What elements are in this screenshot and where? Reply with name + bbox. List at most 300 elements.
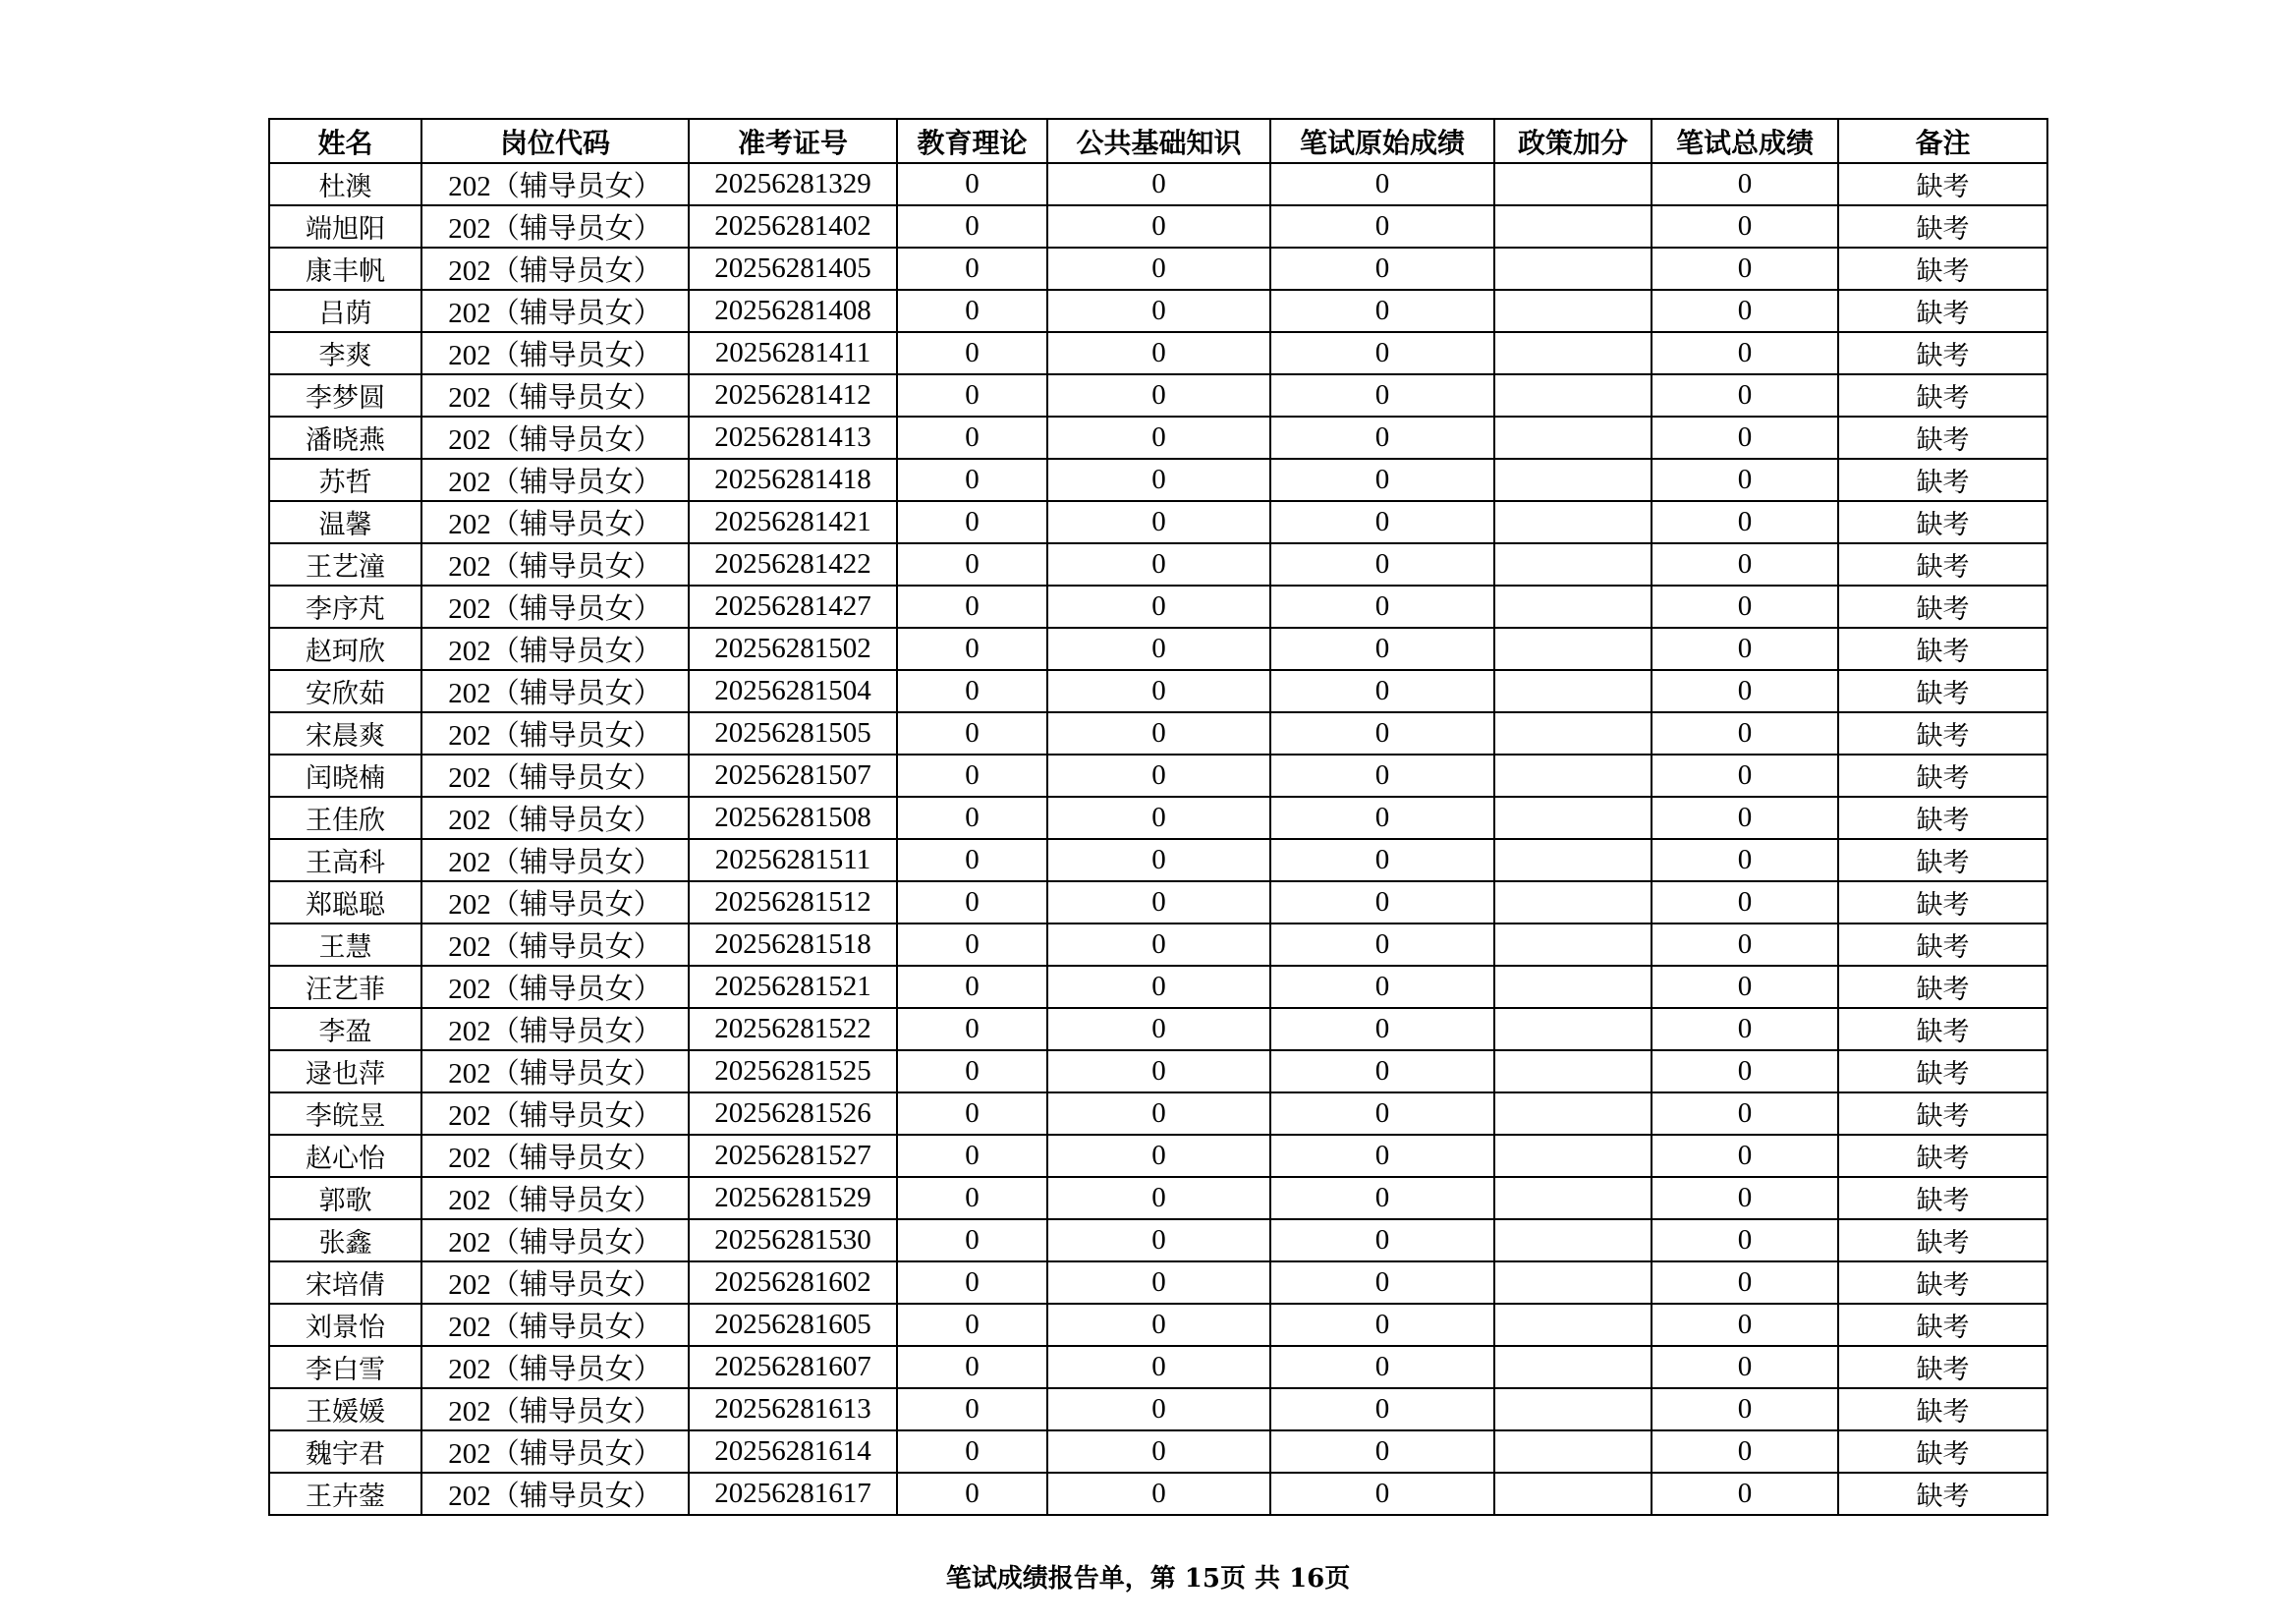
cell-exam-id: 20256281411 (689, 332, 897, 374)
cell-public-knowledge: 0 (1047, 1177, 1270, 1219)
cell-education-theory: 0 (897, 839, 1047, 881)
cell-total-score: 0 (1652, 205, 1838, 248)
cell-policy-bonus (1494, 881, 1652, 923)
cell-total-score: 0 (1652, 1008, 1838, 1050)
cell-post-code: 202（辅导员女） (421, 163, 689, 205)
cell-remarks: 缺考 (1838, 966, 2047, 1008)
cell-total-score: 0 (1652, 628, 1838, 670)
cell-raw-score: 0 (1270, 290, 1494, 332)
table-row (269, 248, 2047, 290)
cell-remarks: 缺考 (1838, 290, 2047, 332)
cell-remarks: 缺考 (1838, 543, 2047, 586)
cell-total-score: 0 (1652, 501, 1838, 543)
cell-name: 魏宇君 (269, 1430, 421, 1473)
cell-education-theory: 0 (897, 290, 1047, 332)
cell-name: 安欣茹 (269, 670, 421, 712)
table-header (269, 119, 2047, 163)
cell-post-code: 202（辅导员女） (421, 797, 689, 839)
page-footer: 笔试成绩报告单，第 15页 共 16页 (945, 1564, 1351, 1594)
cell-name: 端旭阳 (269, 205, 421, 248)
cell-post-code: 202（辅导员女） (421, 417, 689, 459)
cell-remarks: 缺考 (1838, 1388, 2047, 1430)
cell-name: 赵珂欣 (269, 628, 421, 670)
cell-raw-score: 0 (1270, 712, 1494, 755)
cell-policy-bonus (1494, 670, 1652, 712)
cell-education-theory: 0 (897, 205, 1047, 248)
cell-name: 赵心怡 (269, 1135, 421, 1177)
table-row (269, 712, 2047, 755)
cell-exam-id: 20256281511 (689, 839, 897, 881)
cell-exam-id: 20256281518 (689, 923, 897, 966)
cell-education-theory: 0 (897, 417, 1047, 459)
cell-name: 张鑫 (269, 1219, 421, 1261)
cell-name: 闰晓楠 (269, 755, 421, 797)
cell-raw-score: 0 (1270, 248, 1494, 290)
cell-exam-id: 20256281512 (689, 881, 897, 923)
cell-post-code: 202（辅导员女） (421, 543, 689, 586)
cell-exam-id: 20256281607 (689, 1346, 897, 1388)
cell-raw-score: 0 (1270, 755, 1494, 797)
col-header-post-code: 岗位代码 (421, 119, 689, 163)
cell-raw-score: 0 (1270, 374, 1494, 417)
cell-exam-id: 20256281329 (689, 163, 897, 205)
col-header-exam-id: 准考证号 (689, 119, 897, 163)
cell-post-code: 202（辅导员女） (421, 290, 689, 332)
cell-raw-score: 0 (1270, 1261, 1494, 1304)
cell-policy-bonus (1494, 1177, 1652, 1219)
cell-exam-id: 20256281412 (689, 374, 897, 417)
cell-policy-bonus (1494, 417, 1652, 459)
cell-name: 王慧 (269, 923, 421, 966)
cell-post-code: 202（辅导员女） (421, 923, 689, 966)
cell-policy-bonus (1494, 1346, 1652, 1388)
cell-policy-bonus (1494, 1430, 1652, 1473)
cell-policy-bonus (1494, 755, 1652, 797)
cell-total-score: 0 (1652, 586, 1838, 628)
cell-remarks: 缺考 (1838, 1346, 2047, 1388)
cell-raw-score: 0 (1270, 1346, 1494, 1388)
cell-exam-id: 20256281522 (689, 1008, 897, 1050)
cell-exam-id: 20256281421 (689, 501, 897, 543)
cell-total-score: 0 (1652, 1430, 1838, 1473)
cell-total-score: 0 (1652, 1388, 1838, 1430)
cell-raw-score: 0 (1270, 1430, 1494, 1473)
cell-exam-id: 20256281605 (689, 1304, 897, 1346)
cell-post-code: 202（辅导员女） (421, 501, 689, 543)
table-row (269, 205, 2047, 248)
cell-exam-id: 20256281504 (689, 670, 897, 712)
cell-post-code: 202（辅导员女） (421, 1261, 689, 1304)
cell-total-score: 0 (1652, 1219, 1838, 1261)
cell-post-code: 202（辅导员女） (421, 670, 689, 712)
cell-raw-score: 0 (1270, 1092, 1494, 1135)
cell-total-score: 0 (1652, 755, 1838, 797)
cell-remarks: 缺考 (1838, 417, 2047, 459)
cell-public-knowledge: 0 (1047, 966, 1270, 1008)
cell-public-knowledge: 0 (1047, 586, 1270, 628)
cell-exam-id: 20256281527 (689, 1135, 897, 1177)
cell-total-score: 0 (1652, 1261, 1838, 1304)
cell-raw-score: 0 (1270, 1050, 1494, 1092)
cell-policy-bonus (1494, 1092, 1652, 1135)
table-row (269, 1473, 2047, 1515)
cell-exam-id: 20256281617 (689, 1473, 897, 1515)
cell-total-score: 0 (1652, 712, 1838, 755)
cell-remarks: 缺考 (1838, 374, 2047, 417)
table-row (269, 1008, 2047, 1050)
cell-public-knowledge: 0 (1047, 1261, 1270, 1304)
cell-policy-bonus (1494, 1219, 1652, 1261)
cell-post-code: 202（辅导员女） (421, 1092, 689, 1135)
cell-policy-bonus (1494, 797, 1652, 839)
cell-raw-score: 0 (1270, 966, 1494, 1008)
cell-post-code: 202（辅导员女） (421, 755, 689, 797)
col-header-policy-bonus: 政策加分 (1494, 119, 1652, 163)
cell-post-code: 202（辅导员女） (421, 1008, 689, 1050)
cell-name: 王高科 (269, 839, 421, 881)
cell-exam-id: 20256281525 (689, 1050, 897, 1092)
cell-name: 李皖昱 (269, 1092, 421, 1135)
cell-exam-id: 20256281613 (689, 1388, 897, 1430)
cell-remarks: 缺考 (1838, 1430, 2047, 1473)
cell-total-score: 0 (1652, 1050, 1838, 1092)
cell-education-theory: 0 (897, 1346, 1047, 1388)
cell-raw-score: 0 (1270, 586, 1494, 628)
table-row (269, 839, 2047, 881)
cell-remarks: 缺考 (1838, 1177, 2047, 1219)
cell-policy-bonus (1494, 1008, 1652, 1050)
header-row (269, 119, 2047, 163)
cell-exam-id: 20256281602 (689, 1261, 897, 1304)
cell-raw-score: 0 (1270, 628, 1494, 670)
cell-public-knowledge: 0 (1047, 712, 1270, 755)
col-header-total-score: 笔试总成绩 (1652, 119, 1838, 163)
cell-raw-score: 0 (1270, 1473, 1494, 1515)
cell-education-theory: 0 (897, 1304, 1047, 1346)
cell-total-score: 0 (1652, 1346, 1838, 1388)
cell-total-score: 0 (1652, 417, 1838, 459)
cell-education-theory: 0 (897, 332, 1047, 374)
table-row (269, 1092, 2047, 1135)
cell-public-knowledge: 0 (1047, 163, 1270, 205)
cell-total-score: 0 (1652, 797, 1838, 839)
cell-public-knowledge: 0 (1047, 923, 1270, 966)
cell-post-code: 202（辅导员女） (421, 1304, 689, 1346)
cell-education-theory: 0 (897, 1050, 1047, 1092)
cell-remarks: 缺考 (1838, 1304, 2047, 1346)
cell-post-code: 202（辅导员女） (421, 839, 689, 881)
cell-post-code: 202（辅导员女） (421, 1430, 689, 1473)
cell-raw-score: 0 (1270, 1177, 1494, 1219)
cell-remarks: 缺考 (1838, 248, 2047, 290)
cell-post-code: 202（辅导员女） (421, 1177, 689, 1219)
cell-public-knowledge: 0 (1047, 459, 1270, 501)
cell-public-knowledge: 0 (1047, 374, 1270, 417)
cell-policy-bonus (1494, 586, 1652, 628)
cell-education-theory: 0 (897, 712, 1047, 755)
table-body (269, 163, 2047, 1515)
cell-total-score: 0 (1652, 374, 1838, 417)
cell-name: 苏哲 (269, 459, 421, 501)
cell-exam-id: 20256281408 (689, 290, 897, 332)
cell-total-score: 0 (1652, 966, 1838, 1008)
col-header-raw-score: 笔试原始成绩 (1270, 119, 1494, 163)
table-row (269, 501, 2047, 543)
score-table (268, 118, 2048, 1516)
cell-exam-id: 20256281508 (689, 797, 897, 839)
cell-total-score: 0 (1652, 248, 1838, 290)
cell-education-theory: 0 (897, 1135, 1047, 1177)
cell-name: 宋培倩 (269, 1261, 421, 1304)
table-row (269, 966, 2047, 1008)
cell-exam-id: 20256281614 (689, 1430, 897, 1473)
cell-raw-score: 0 (1270, 417, 1494, 459)
cell-education-theory: 0 (897, 1219, 1047, 1261)
cell-raw-score: 0 (1270, 839, 1494, 881)
cell-public-knowledge: 0 (1047, 1008, 1270, 1050)
cell-total-score: 0 (1652, 543, 1838, 586)
cell-exam-id: 20256281530 (689, 1219, 897, 1261)
cell-remarks: 缺考 (1838, 1050, 2047, 1092)
table-row (269, 543, 2047, 586)
cell-raw-score: 0 (1270, 501, 1494, 543)
cell-public-knowledge: 0 (1047, 1388, 1270, 1430)
cell-policy-bonus (1494, 332, 1652, 374)
cell-education-theory: 0 (897, 670, 1047, 712)
table-row (269, 1050, 2047, 1092)
cell-exam-id: 20256281521 (689, 966, 897, 1008)
cell-education-theory: 0 (897, 628, 1047, 670)
cell-public-knowledge: 0 (1047, 670, 1270, 712)
cell-post-code: 202（辅导员女） (421, 1388, 689, 1430)
cell-policy-bonus (1494, 1261, 1652, 1304)
cell-public-knowledge: 0 (1047, 628, 1270, 670)
cell-name: 王佳欣 (269, 797, 421, 839)
cell-education-theory: 0 (897, 1388, 1047, 1430)
cell-post-code: 202（辅导员女） (421, 1219, 689, 1261)
cell-remarks: 缺考 (1838, 501, 2047, 543)
table-row (269, 374, 2047, 417)
cell-remarks: 缺考 (1838, 332, 2047, 374)
cell-public-knowledge: 0 (1047, 1473, 1270, 1515)
cell-raw-score: 0 (1270, 459, 1494, 501)
table-row (269, 1430, 2047, 1473)
cell-exam-id: 20256281505 (689, 712, 897, 755)
cell-post-code: 202（辅导员女） (421, 1473, 689, 1515)
cell-exam-id: 20256281418 (689, 459, 897, 501)
cell-education-theory: 0 (897, 543, 1047, 586)
cell-public-knowledge: 0 (1047, 332, 1270, 374)
table-row (269, 923, 2047, 966)
cell-remarks: 缺考 (1838, 670, 2047, 712)
cell-remarks: 缺考 (1838, 628, 2047, 670)
cell-total-score: 0 (1652, 163, 1838, 205)
cell-public-knowledge: 0 (1047, 755, 1270, 797)
cell-education-theory: 0 (897, 797, 1047, 839)
cell-remarks: 缺考 (1838, 923, 2047, 966)
cell-public-knowledge: 0 (1047, 839, 1270, 881)
table-row (269, 586, 2047, 628)
table-row (269, 1346, 2047, 1388)
cell-total-score: 0 (1652, 670, 1838, 712)
cell-name: 李梦圆 (269, 374, 421, 417)
table-row (269, 628, 2047, 670)
cell-remarks: 缺考 (1838, 712, 2047, 755)
cell-name: 康丰帆 (269, 248, 421, 290)
cell-remarks: 缺考 (1838, 1261, 2047, 1304)
cell-education-theory: 0 (897, 1092, 1047, 1135)
cell-name: 郭歌 (269, 1177, 421, 1219)
cell-remarks: 缺考 (1838, 1219, 2047, 1261)
table-row (269, 1388, 2047, 1430)
table-row (269, 881, 2047, 923)
cell-name: 王媛媛 (269, 1388, 421, 1430)
cell-remarks: 缺考 (1838, 586, 2047, 628)
cell-post-code: 202（辅导员女） (421, 881, 689, 923)
table-row (269, 1304, 2047, 1346)
cell-policy-bonus (1494, 501, 1652, 543)
cell-public-knowledge: 0 (1047, 501, 1270, 543)
cell-post-code: 202（辅导员女） (421, 248, 689, 290)
cell-name: 逯也萍 (269, 1050, 421, 1092)
cell-public-knowledge: 0 (1047, 1135, 1270, 1177)
cell-remarks: 缺考 (1838, 163, 2047, 205)
cell-remarks: 缺考 (1838, 797, 2047, 839)
cell-education-theory: 0 (897, 1008, 1047, 1050)
cell-policy-bonus (1494, 1304, 1652, 1346)
cell-raw-score: 0 (1270, 332, 1494, 374)
cell-post-code: 202（辅导员女） (421, 459, 689, 501)
cell-remarks: 缺考 (1838, 205, 2047, 248)
cell-exam-id: 20256281507 (689, 755, 897, 797)
cell-post-code: 202（辅导员女） (421, 712, 689, 755)
cell-public-knowledge: 0 (1047, 797, 1270, 839)
cell-policy-bonus (1494, 628, 1652, 670)
cell-total-score: 0 (1652, 1135, 1838, 1177)
cell-name: 刘景怡 (269, 1304, 421, 1346)
cell-public-knowledge: 0 (1047, 417, 1270, 459)
cell-raw-score: 0 (1270, 670, 1494, 712)
cell-name: 李序芃 (269, 586, 421, 628)
cell-remarks: 缺考 (1838, 1008, 2047, 1050)
cell-raw-score: 0 (1270, 163, 1494, 205)
cell-exam-id: 20256281422 (689, 543, 897, 586)
col-header-public-knowledge: 公共基础知识 (1047, 119, 1270, 163)
cell-name: 李爽 (269, 332, 421, 374)
cell-policy-bonus (1494, 290, 1652, 332)
cell-total-score: 0 (1652, 1473, 1838, 1515)
cell-public-knowledge: 0 (1047, 290, 1270, 332)
cell-public-knowledge: 0 (1047, 1050, 1270, 1092)
cell-exam-id: 20256281526 (689, 1092, 897, 1135)
cell-public-knowledge: 0 (1047, 881, 1270, 923)
table-row (269, 755, 2047, 797)
cell-remarks: 缺考 (1838, 459, 2047, 501)
cell-name: 郑聪聪 (269, 881, 421, 923)
cell-policy-bonus (1494, 966, 1652, 1008)
cell-post-code: 202（辅导员女） (421, 205, 689, 248)
cell-raw-score: 0 (1270, 205, 1494, 248)
cell-policy-bonus (1494, 248, 1652, 290)
cell-remarks: 缺考 (1838, 1092, 2047, 1135)
table-row (269, 163, 2047, 205)
cell-raw-score: 0 (1270, 1219, 1494, 1261)
cell-policy-bonus (1494, 543, 1652, 586)
cell-education-theory: 0 (897, 1430, 1047, 1473)
cell-total-score: 0 (1652, 332, 1838, 374)
cell-remarks: 缺考 (1838, 881, 2047, 923)
cell-total-score: 0 (1652, 1304, 1838, 1346)
table-row (269, 459, 2047, 501)
cell-policy-bonus (1494, 712, 1652, 755)
cell-education-theory: 0 (897, 248, 1047, 290)
cell-raw-score: 0 (1270, 1304, 1494, 1346)
table-row (269, 670, 2047, 712)
cell-remarks: 缺考 (1838, 755, 2047, 797)
cell-remarks: 缺考 (1838, 839, 2047, 881)
table-row (269, 1261, 2047, 1304)
cell-education-theory: 0 (897, 966, 1047, 1008)
cell-policy-bonus (1494, 1050, 1652, 1092)
cell-education-theory: 0 (897, 881, 1047, 923)
cell-exam-id: 20256281405 (689, 248, 897, 290)
cell-raw-score: 0 (1270, 1388, 1494, 1430)
cell-total-score: 0 (1652, 290, 1838, 332)
cell-remarks: 缺考 (1838, 1135, 2047, 1177)
cell-public-knowledge: 0 (1047, 1219, 1270, 1261)
cell-total-score: 0 (1652, 923, 1838, 966)
cell-policy-bonus (1494, 1135, 1652, 1177)
cell-name: 王卉蓥 (269, 1473, 421, 1515)
cell-exam-id: 20256281502 (689, 628, 897, 670)
table-row (269, 1135, 2047, 1177)
cell-total-score: 0 (1652, 459, 1838, 501)
cell-name: 汪艺菲 (269, 966, 421, 1008)
cell-total-score: 0 (1652, 1177, 1838, 1219)
table-row (269, 417, 2047, 459)
cell-name: 潘晓燕 (269, 417, 421, 459)
cell-raw-score: 0 (1270, 881, 1494, 923)
cell-raw-score: 0 (1270, 1135, 1494, 1177)
cell-raw-score: 0 (1270, 923, 1494, 966)
cell-public-knowledge: 0 (1047, 1430, 1270, 1473)
cell-policy-bonus (1494, 1473, 1652, 1515)
table-row (269, 1177, 2047, 1219)
cell-raw-score: 0 (1270, 797, 1494, 839)
cell-policy-bonus (1494, 459, 1652, 501)
table-row (269, 332, 2047, 374)
cell-policy-bonus (1494, 205, 1652, 248)
cell-name: 杜澳 (269, 163, 421, 205)
cell-post-code: 202（辅导员女） (421, 586, 689, 628)
cell-policy-bonus (1494, 839, 1652, 881)
col-header-remarks: 备注 (1838, 119, 2047, 163)
cell-total-score: 0 (1652, 881, 1838, 923)
cell-education-theory: 0 (897, 163, 1047, 205)
cell-raw-score: 0 (1270, 1008, 1494, 1050)
cell-post-code: 202（辅导员女） (421, 1050, 689, 1092)
cell-post-code: 202（辅导员女） (421, 966, 689, 1008)
cell-education-theory: 0 (897, 1177, 1047, 1219)
cell-name: 王艺潼 (269, 543, 421, 586)
cell-exam-id: 20256281529 (689, 1177, 897, 1219)
cell-exam-id: 20256281413 (689, 417, 897, 459)
cell-post-code: 202（辅导员女） (421, 1346, 689, 1388)
cell-education-theory: 0 (897, 586, 1047, 628)
cell-education-theory: 0 (897, 459, 1047, 501)
cell-education-theory: 0 (897, 755, 1047, 797)
cell-policy-bonus (1494, 374, 1652, 417)
